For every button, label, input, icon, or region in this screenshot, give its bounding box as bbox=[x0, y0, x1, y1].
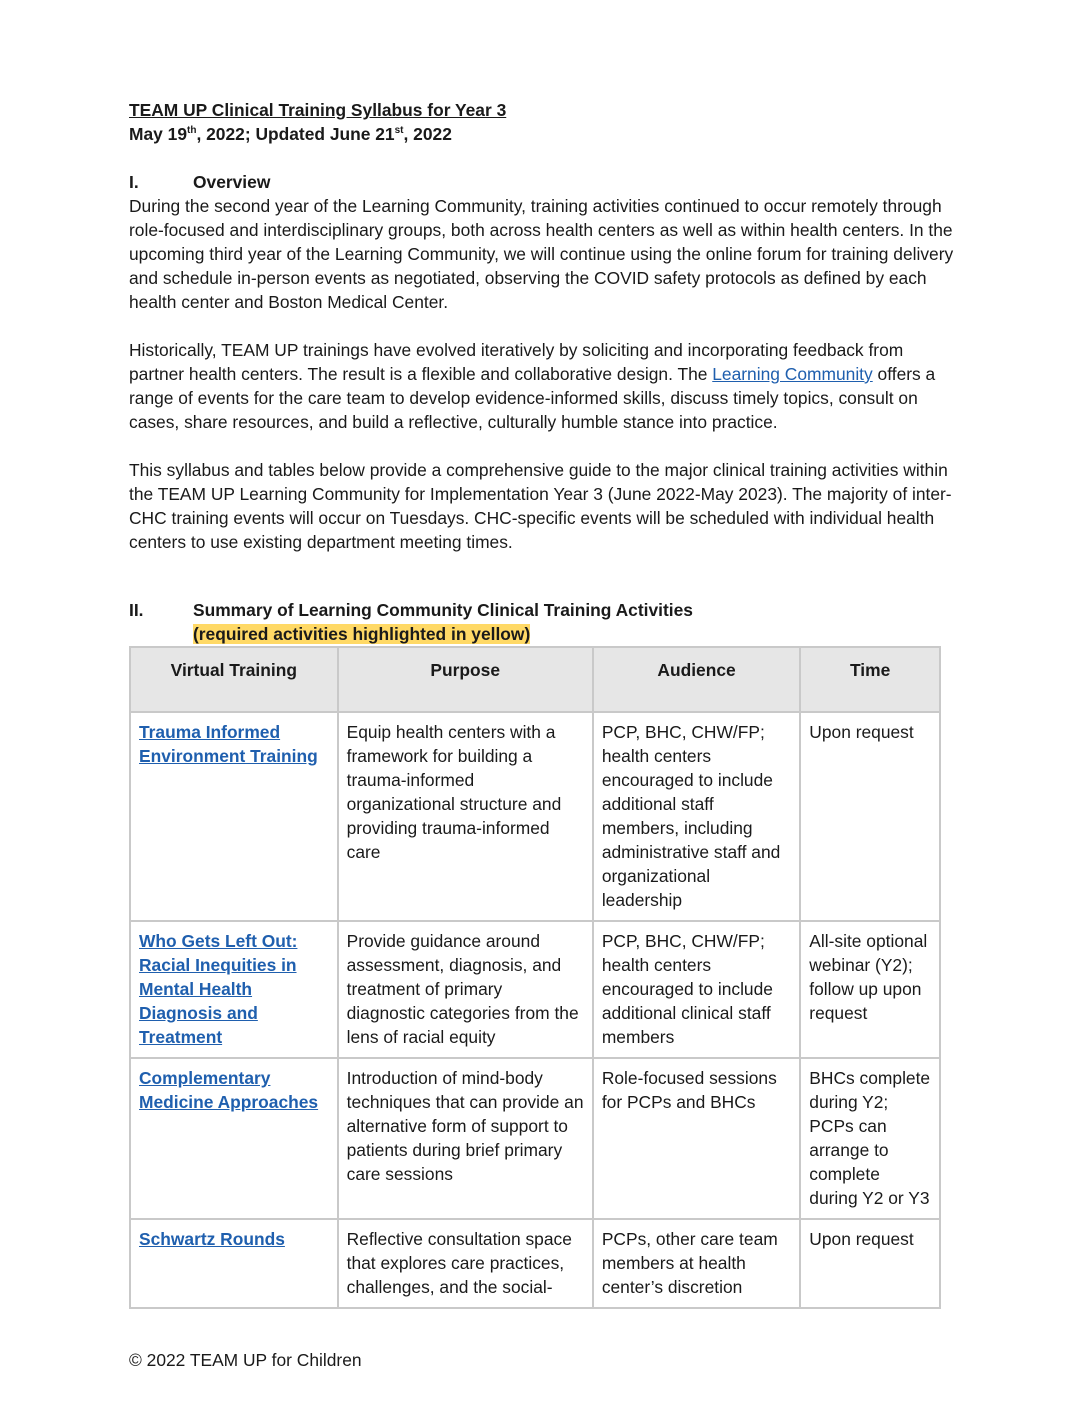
table-header-row bbox=[130, 647, 940, 712]
table-row bbox=[130, 921, 940, 1058]
cell-time: Upon request bbox=[800, 1219, 940, 1308]
cell-purpose: Provide guidance around assessment, diagnosis, and treatment of primary diagnostic categories from the lens of racial equity bbox=[338, 921, 593, 1058]
learning-community-link[interactable]: Learning Community bbox=[712, 364, 873, 384]
cell-time: BHCs complete during Y2; PCPs can arrange to complete during Y2 or Y3 bbox=[800, 1058, 940, 1219]
document-date: May 19th, 2022; Updated June 21st, 2022 bbox=[129, 124, 452, 144]
document-body bbox=[129, 98, 961, 578]
header-audience: Audience bbox=[593, 647, 800, 712]
header-purpose: Purpose bbox=[338, 647, 593, 712]
cell-audience: PCPs, other care team members at health center’s discretion bbox=[593, 1219, 800, 1308]
training-activities-table bbox=[129, 646, 941, 1309]
cell-audience: PCP, BHC, CHW/FP; health centers encouraged to include additional clinical staff members bbox=[593, 921, 800, 1058]
table-row bbox=[130, 712, 940, 921]
cell-audience: PCP, BHC, CHW/FP; health centers encouraged to include additional staff members, including administrative staff and organizational leadership bbox=[593, 712, 800, 921]
cell-purpose: Introduction of mind-body techniques that can provide an alternative form of support to patients during brief primary care sessions bbox=[338, 1058, 593, 1219]
table-row bbox=[130, 1219, 940, 1308]
required-note: (required activities highlighted in yellow) bbox=[193, 624, 531, 644]
training-link-complementary-medicine[interactable]: Complementary Medicine Approaches bbox=[139, 1068, 319, 1112]
training-link-who-gets-left-out[interactable]: Who Gets Left Out: Racial Inequities in Mental Health Diagnosis and Treatment bbox=[139, 931, 298, 1047]
header-virtual-training: Virtual Training bbox=[130, 647, 338, 712]
section-heading-overview: I. Overview bbox=[129, 172, 271, 192]
cell-audience: Role-focused sessions for PCPs and BHCs bbox=[593, 1058, 800, 1219]
copyright-footer: © 2022 TEAM UP for Children bbox=[129, 1350, 362, 1370]
header-time: Time bbox=[800, 647, 940, 712]
overview-paragraph-1: During the second year of the Learning Community, training activities continued to occur remotely through role-focused and interdisciplinary groups, both across health centers as well as within health centers. In the upcoming third year of the Learning Community, we will continue using the online forum for training delivery and schedule in-person events as negotiated, observing the COVID safety protocols as defined by each health center and Boston Medical Center. bbox=[129, 196, 954, 312]
cell-purpose: Reflective consultation space that explores care practices, challenges, and the social- bbox=[338, 1219, 593, 1308]
cell-time: Upon request bbox=[800, 712, 940, 921]
section-heading-summary: II. Summary of Learning Community Clinical Training Activities bbox=[129, 600, 693, 620]
overview-paragraph-3: This syllabus and tables below provide a comprehensive guide to the major clinical training activities within the TEAM UP Learning Community for Implementation Year 3 (June 2022-May 2023). The majority of inter-CHC training events will occur on Tuesdays. CHC-specific events will be scheduled with individual health centers to use existing department meeting times. bbox=[129, 460, 952, 552]
overview-paragraph-2: Historically, TEAM UP trainings have evolved iteratively by soliciting and incorporating feedback from partner health centers. The result is a flexible and collaborative design. The Learning Community offers a range of events for the care team to develop evidence-informed skills, discuss timely topics, consult on cases, share resources, and build a reflective, culturally humble stance into practice. bbox=[129, 340, 936, 432]
training-link-trauma-informed[interactable]: Trauma Informed Environment Training bbox=[139, 722, 318, 766]
table-row bbox=[130, 1058, 940, 1219]
cell-time: All-site optional webinar (Y2); follow up upon request bbox=[800, 921, 940, 1058]
document-title: TEAM UP Clinical Training Syllabus for Year 3 bbox=[129, 100, 507, 120]
training-link-schwartz-rounds[interactable]: Schwartz Rounds bbox=[139, 1229, 285, 1249]
section-summary bbox=[129, 598, 961, 646]
cell-purpose: Equip health centers with a framework for building a trauma-informed organizational structure and providing trauma-informed care bbox=[338, 712, 593, 921]
